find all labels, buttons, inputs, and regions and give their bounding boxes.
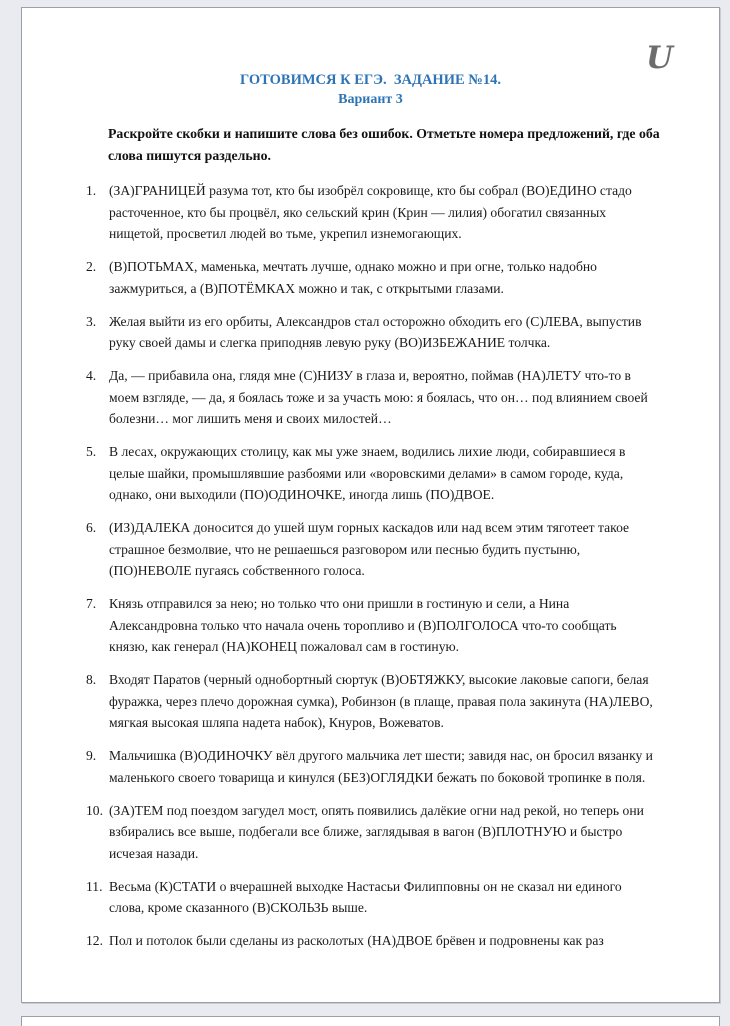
item-text: В лесах, окружающих столицу, как мы уже знаем, водились лихие люди, собиравшиеся в целые шайки, промышлявшие разбоями или «воровскими делами» в самом городе, куда, однако, они выходили (ПО)ОДИНОЧКЕ, иногда лишь (ПО)ДВОЕ. <box>109 444 626 502</box>
item-number: 1. <box>86 183 97 198</box>
item-number: 8. <box>86 672 97 687</box>
exercise-item <box>86 256 719 299</box>
item-number: 9. <box>86 748 97 763</box>
task-instruction: Раскройте скобки и напишите слова без ошибок. Отметьте номера предложений, где оба слова пишутся раздельно. <box>108 126 660 163</box>
exercise-item <box>86 517 719 582</box>
item-text: Мальчишка (В)ОДИНОЧКУ вёл другого мальчика лет шести; завидя нас, он бросил вязанку и маленького своего товарища и кинулся (БЕЗ)ОГЛЯДКИ бежать по боковой тропинке в поля. <box>109 748 653 785</box>
exercise-item <box>86 669 719 734</box>
variant-subtitle: Вариант 3 <box>338 92 403 107</box>
exercise-item <box>86 441 719 506</box>
item-number: 11. <box>86 878 103 894</box>
item-text: (ЗА)ТЕМ под поездом загудел мост, опять появились далёкие огни над рекой, но теперь они взбирались все выше, подбегали все ближе, заглядывая в вагон (В)ПЛОТНУЮ и быстро исчезая назади. <box>109 802 644 861</box>
item-text: (ЗА)ГРАНИЦЕЙ разума тот, кто бы изобрёл сокровище, кто бы собрал (ВО)ЕДИНО стадо расточенное, кто бы процвёл, яко сельский крин (Крин — лилия) обогатил связанных нищетой, просветил людей во тьме, укрепил изнемогающих. <box>109 183 632 241</box>
item-text: Желая выйти из его орбиты, Александров стал осторожно обходить его (С)ЛЕВА, выпустив руку своей дамы и слегка приподняв левую руку (ВО)ИЗБЕЖАНИЕ толчка. <box>109 313 642 350</box>
exercise-item <box>86 745 719 788</box>
item-text: (ИЗ)ДАЛЕКА доносится до ушей шум горных каскадов или над всем этим тяготеет такое страшное безмолвие, что не решаешься разговором или песнью будить пустыню, (ПО)НЕВОЛЕ пугаясь собственного голоса. <box>109 520 630 578</box>
exercise-item <box>86 930 719 952</box>
item-text: Весьма (К)СТАТИ о вчерашней выходке Настасьи Филипповны он не сказал ни единого слова, кроме сказанного (В)СКОЛЬЗЬ выше. <box>109 878 622 915</box>
item-text: Входят Паратов (черный однобортный сюртук (В)ОБТЯЖКУ, высокие лаковые сапоги, белая фуражка, через плечо дорожная сумка), Робинзон (в плаще, правая пола закинута (НА)ЛЕВО, мягкая высокая шляпа надета набок), Кнуров, Вожеватов. <box>109 672 653 730</box>
item-text: Пол и потолок были сделаны из расколотых (НА)ДВОЕ брёвен и подровнены как раз <box>109 933 604 948</box>
exercise-item <box>86 180 719 245</box>
exercise-item <box>86 311 719 354</box>
item-number: 2. <box>86 259 97 274</box>
watermark-logo: U <box>645 40 673 76</box>
exercise-item <box>86 593 719 658</box>
next-page-edge <box>21 1016 720 1026</box>
exercise-item <box>86 365 719 430</box>
document-page <box>21 7 720 1003</box>
item-number: 12. <box>86 933 103 948</box>
item-text: Да, — прибавила она, глядя мне (С)НИЗУ в глаза и, вероятно, поймав (НА)ЛЕТУ что-то в моем взгляде, — да, я боялась тоже и за участь мою: я боялась, что он… под влиянием своей болезни… мог лишить меня и своих милостей… <box>109 368 648 426</box>
item-number: 6. <box>86 520 97 535</box>
exercise-item <box>86 876 719 919</box>
item-number: 7. <box>86 596 97 611</box>
item-text: (В)ПОТЬМАХ, маменька, мечтать лучше, однако можно и при огне, только надобно зажмуриться, а (В)ПОТЁМКАХ можно и так, с открытыми глазами. <box>109 259 597 296</box>
exercise-item <box>86 800 719 865</box>
item-number: 4. <box>86 368 97 383</box>
item-number: 3. <box>86 313 97 329</box>
item-number: 10. <box>86 802 103 818</box>
exercise-list <box>86 180 719 952</box>
item-number: 5. <box>86 444 97 459</box>
item-text: Князь отправился за нею; но только что они пришли в гостиную и сели, а Нина Александровна только что начала очень торопливо и (В)ПОЛГОЛОСА что-то сообщать князю, как генерал (НА)КОНЕЦ пожаловал сам в гостиную. <box>109 596 617 654</box>
document-title: ГОТОВИМСЯ К ЕГЭ. ЗАДАНИЕ №14. <box>240 72 501 88</box>
